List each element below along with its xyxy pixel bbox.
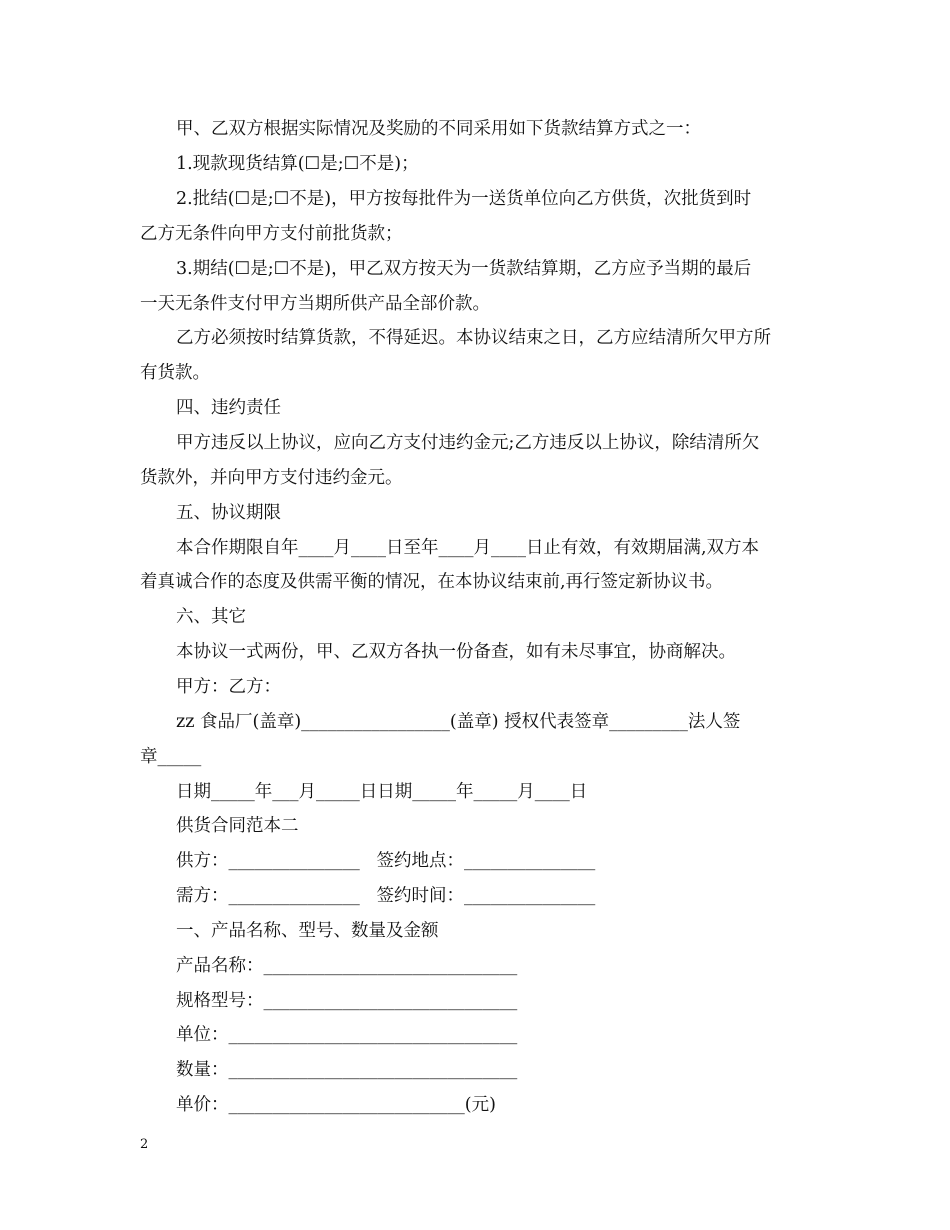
paragraph-term-cont: 着真诚合作的态度及供需平衡的情况，在本协议结束前,再行签定新协议书。: [140, 572, 724, 592]
paragraph-payment-deadline: 乙方必须按时结算货款，不得延迟。本协议结束之日，乙方应结清所欠甲方所: [176, 328, 771, 348]
paragraph-copies: 本协议一式两份，甲、乙双方各执一份备查，如有未尽事宜，协商解决。: [176, 642, 736, 662]
page-number: 2: [140, 1137, 149, 1152]
settlement-option-1: 1.现款现货结算(☐是;☐不是)；: [176, 154, 419, 174]
paragraph-breach-cont: 货款外，并向甲方支付违约金元。: [140, 468, 403, 488]
signature-line: zz 食品厂(盖章)_________________(盖章) 授权代表签章_________法人签: [176, 712, 741, 732]
paragraph-term: 本合作期限自年____月____日至年____月____日止有效，有效期届满,双方本: [176, 538, 760, 558]
settlement-option-3-cont: 一天无条件支付甲方当期所供产品全部价款。: [140, 294, 490, 314]
field-unit: 单位：_________________________________: [176, 1025, 518, 1045]
date-line: 日期_____年___月_____日日期_____年_____月____日: [176, 782, 588, 802]
party-labels: 甲方：乙方：: [176, 677, 281, 697]
field-quantity: 数量：_________________________________: [176, 1060, 518, 1080]
section-heading-term: 五、协议期限: [176, 503, 281, 523]
field-spec-model: 规格型号：_____________________________: [176, 991, 518, 1011]
buyer-time-line: 需方：_______________ 签约时间：_______________: [176, 886, 596, 906]
section-heading-product: 一、产品名称、型号、数量及金额: [176, 921, 439, 941]
paragraph-payment-deadline-cont: 有货款。: [140, 363, 210, 383]
supplier-location-line: 供方：_______________ 签约地点：_______________: [176, 851, 596, 871]
document-title-template-two: 供货合同范本二: [176, 816, 299, 836]
settlement-option-3: 3.期结(☐是;☐不是)，甲乙双方按天为一货款结算期，乙方应予当期的最后: [176, 259, 752, 279]
signature-line-cont: 章_____: [140, 747, 202, 767]
field-product-name: 产品名称：_____________________________: [176, 956, 518, 976]
settlement-option-2-cont: 乙方无条件向甲方支付前批货款；: [140, 224, 403, 244]
settlement-option-2: 2.批结(☐是;☐不是)，甲方按每批件为一送货单位向乙方供货，次批货到时: [176, 189, 752, 209]
section-heading-other: 六、其它: [176, 607, 246, 627]
paragraph-settlement-intro: 甲、乙双方根据实际情况及奖励的不同采用如下货款结算方式之一：: [176, 119, 701, 139]
paragraph-breach: 甲方违反以上协议，应向乙方支付违约金元;乙方违反以上协议，除结清所欠: [176, 433, 760, 453]
section-heading-breach: 四、违约责任: [176, 398, 281, 418]
field-unit-price: 单价：___________________________(元): [176, 1095, 496, 1115]
